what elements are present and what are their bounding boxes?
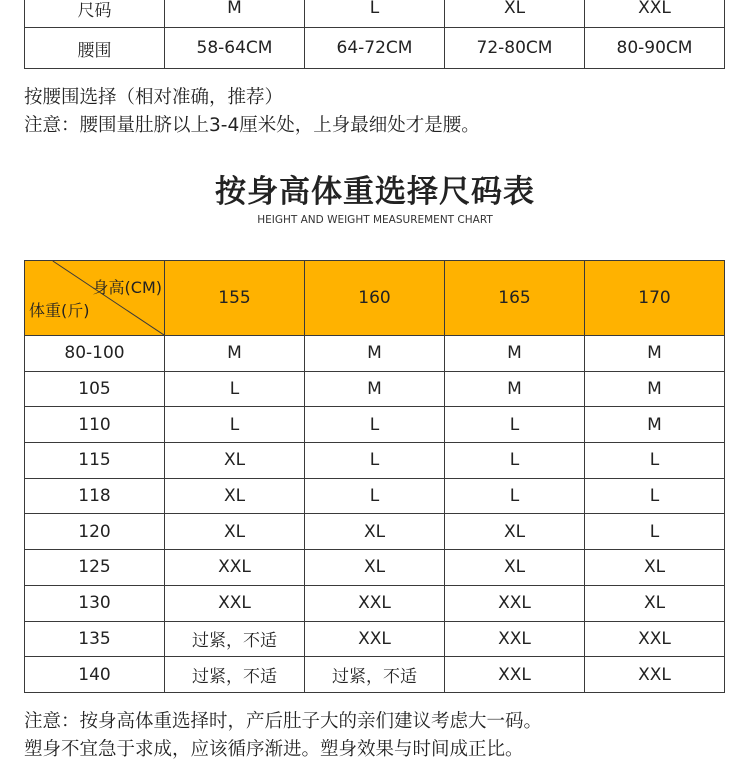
height-axis-label: 身高(CM) — [92, 278, 162, 297]
table-row — [25, 514, 725, 550]
table-row — [25, 407, 725, 443]
size-cell: XL — [585, 550, 725, 586]
chart-subtitle: HEIGHT AND WEIGHT MEASUREMENT CHART — [257, 214, 493, 226]
waist-table-header-row — [25, 0, 725, 28]
height-header-cell: 160 — [305, 261, 445, 336]
size-cell: M — [445, 336, 585, 372]
size-cell: L — [585, 514, 725, 550]
height-header-cell: 165 — [445, 261, 585, 336]
table-row — [25, 478, 725, 514]
size-cell: M — [165, 336, 305, 372]
waist-header-cell: 尺码 — [25, 0, 165, 28]
size-cell: M — [305, 336, 445, 372]
waist-note-line: 按腰围选择（相对准确，推荐） — [24, 87, 284, 108]
size-cell: XXL — [585, 621, 725, 657]
size-cell: XL — [165, 443, 305, 479]
weight-cell: 105 — [25, 371, 165, 407]
waist-table-row — [25, 28, 725, 69]
size-cell: 过紧，不适 — [165, 657, 305, 693]
size-cell: M — [305, 371, 445, 407]
height-weight-size-table — [24, 260, 725, 693]
height-header-row — [25, 261, 725, 336]
waist-cell: 64-72CM — [305, 28, 445, 69]
weight-axis-label: 体重(斤) — [29, 301, 90, 320]
size-cell: L — [445, 407, 585, 443]
waist-header-cell: XXL — [585, 0, 725, 28]
size-cell: M — [585, 336, 725, 372]
size-cell: XL — [165, 478, 305, 514]
size-cell: XL — [305, 514, 445, 550]
size-cell: XL — [585, 585, 725, 621]
waist-row-label: 腰围 — [25, 28, 165, 69]
waist-size-table — [24, 0, 725, 69]
weight-cell: 125 — [25, 550, 165, 586]
chart-notes — [24, 708, 542, 764]
size-cell: XXL — [305, 585, 445, 621]
chart-note-line: 塑身不宜急于求成，应该循序渐进。塑身效果与时间成正比。 — [24, 739, 524, 760]
weight-cell: 118 — [25, 478, 165, 514]
height-header-cell: 155 — [165, 261, 305, 336]
size-cell: L — [445, 478, 585, 514]
table-row — [25, 657, 725, 693]
weight-cell: 80-100 — [25, 336, 165, 372]
size-cell: L — [585, 478, 725, 514]
size-cell: XXL — [445, 585, 585, 621]
waist-header-cell: XL — [445, 0, 585, 28]
weight-cell: 130 — [25, 585, 165, 621]
size-cell: L — [305, 443, 445, 479]
waist-cell: 80-90CM — [585, 28, 725, 69]
size-cell: XXL — [445, 621, 585, 657]
size-cell: L — [165, 371, 305, 407]
weight-cell: 115 — [25, 443, 165, 479]
size-cell: XL — [445, 550, 585, 586]
size-cell: L — [585, 443, 725, 479]
size-cell: XXL — [165, 585, 305, 621]
size-cell: M — [585, 371, 725, 407]
size-cell: XXL — [165, 550, 305, 586]
size-cell: L — [445, 443, 585, 479]
size-cell: XL — [165, 514, 305, 550]
waist-header-cell: L — [305, 0, 445, 28]
size-cell: L — [305, 407, 445, 443]
table-row — [25, 443, 725, 479]
table-row — [25, 621, 725, 657]
size-cell: M — [445, 371, 585, 407]
table-row — [25, 550, 725, 586]
weight-cell: 140 — [25, 657, 165, 693]
weight-cell: 120 — [25, 514, 165, 550]
weight-cell: 110 — [25, 407, 165, 443]
table-row — [25, 336, 725, 372]
weight-cell: 135 — [25, 621, 165, 657]
size-cell: XXL — [445, 657, 585, 693]
size-cell: XXL — [305, 621, 445, 657]
size-cell: XL — [305, 550, 445, 586]
corner-header-cell — [25, 261, 165, 336]
height-header-cell: 170 — [585, 261, 725, 336]
chart-title: 按身高体重选择尺码表 — [215, 174, 535, 210]
table-row — [25, 585, 725, 621]
chart-note-line: 注意：按身高体重选择时，产后肚子大的亲们建议考虑大一码。 — [24, 711, 543, 732]
waist-cell: 58-64CM — [165, 28, 305, 69]
size-cell: L — [305, 478, 445, 514]
waist-cell: 72-80CM — [445, 28, 585, 69]
size-cell: 过紧，不适 — [305, 657, 445, 693]
waist-notes — [24, 84, 480, 140]
size-cell: XXL — [585, 657, 725, 693]
size-cell: L — [165, 407, 305, 443]
waist-header-cell: M — [165, 0, 305, 28]
size-cell: M — [585, 407, 725, 443]
table-row — [25, 371, 725, 407]
size-cell: 过紧，不适 — [165, 621, 305, 657]
waist-note-line: 注意：腰围量肚脐以上3-4厘米处，上身最细处才是腰。 — [24, 115, 480, 136]
size-cell: XL — [445, 514, 585, 550]
